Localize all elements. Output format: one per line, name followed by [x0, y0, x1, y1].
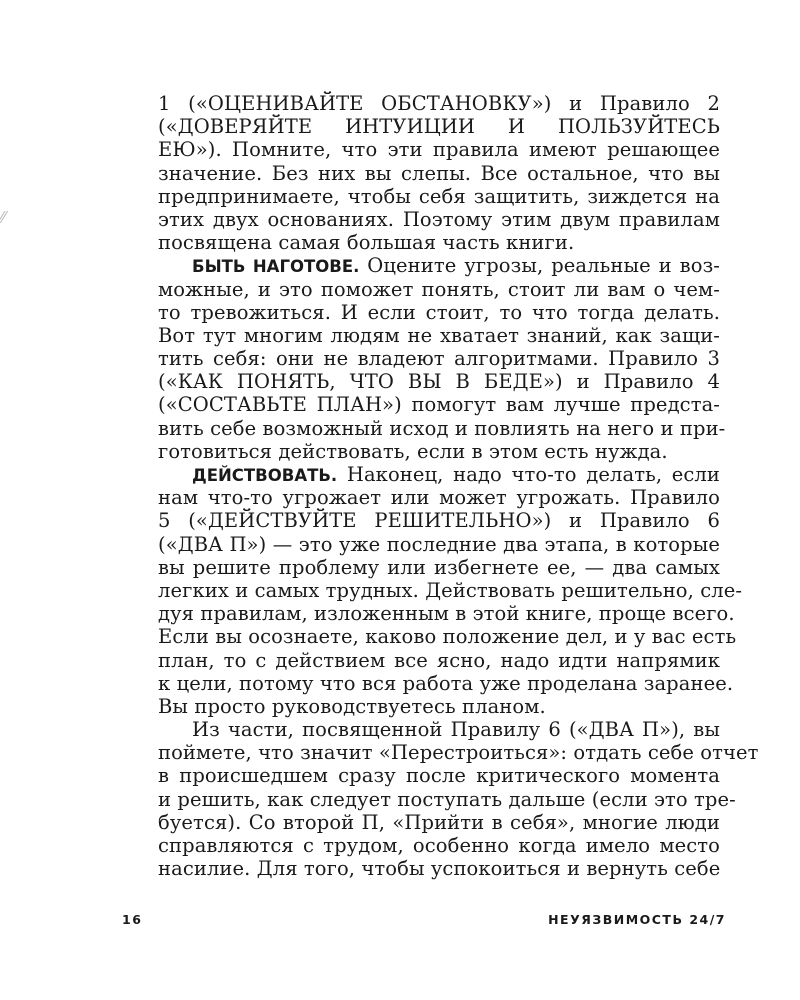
text-line: поймете, что значит «Перестроиться»: отдать себе отчет	[158, 741, 759, 765]
text-line: тить себя: они не владеют алгоритмами. Правило 3	[158, 347, 720, 371]
text-line: легких и самых трудных. Действовать решительно, сле-	[158, 578, 743, 602]
text-line: Из части, посвященной Правилу 6 («ДВА П»), вы	[192, 718, 720, 742]
text-line: насилие. Для того, чтобы успокоиться и вернуть себе	[158, 857, 721, 881]
text-line: («КАК ПОНЯТЬ, ЧТО ВЫ В БЕДЕ») и Правило 4	[158, 370, 720, 394]
text-line: Вот тут многим людям не хватает знаний, как защи-	[158, 323, 720, 347]
text-line: Вы просто руководствуетесь планом.	[158, 694, 546, 718]
paragraph	[158, 92, 720, 254]
page-body	[158, 92, 759, 881]
text-line: план, то с действием все ясно, надо идти напрямик	[158, 648, 720, 672]
text-line: вы решите проблему или избегнете ее, — два самых	[158, 555, 720, 579]
text-line: («ДОВЕРЯЙТЕ ИНТУИЦИИ И ПОЛЬЗУЙТЕСЬ	[158, 115, 720, 139]
text-line: значение. Без них вы слепы. Все остальное, что вы	[158, 161, 720, 185]
text-line: нам что-то угрожает или может угрожать. Правило	[158, 486, 720, 510]
text-line: 5 («ДЕЙСТВУЙТЕ РЕШИТЕЛЬНО») и Правило 6	[158, 509, 720, 533]
text-line: Если вы осознаете, каково положение дел, и у вас есть	[158, 625, 737, 649]
text-line: и решить, как следует поступать дальше (если это тре-	[158, 787, 736, 811]
running-title: НЕУЯЗВИМОСТЬ 24/7	[548, 912, 726, 927]
text-line: («СОСТАВЬТЕ ПЛАН») помогут вам лучше предста-	[158, 393, 720, 417]
paragraph	[158, 463, 743, 718]
page-number: 16	[122, 912, 143, 927]
paragraph	[158, 718, 759, 881]
paragraph-lead: ДЕЙСТВОВАТЬ.	[192, 466, 338, 485]
text-line: ЕЮ»). Помните, что эти правила имеют решающее	[158, 138, 720, 162]
text-line	[158, 463, 720, 486]
text-line: готовиться действовать, если в этом есть нужда.	[158, 439, 668, 463]
text-line: 1 («ОЦЕНИВАЙТЕ ОБСТАНОВКУ») и Правило 2	[158, 92, 720, 115]
text-line: в происшедшем сразу после критического момента	[158, 764, 720, 788]
text-line: можные, и это поможет понять, стоит ли вам о чем-	[158, 277, 720, 301]
text-line: буется). Со второй П, «Прийти в себя», многие люди	[158, 810, 720, 834]
text-line: вить себе возможный исход и повлиять на него и при-	[158, 416, 726, 440]
text-line: к цели, потому что вся работа уже проделана заранее.	[158, 671, 734, 695]
text-run: Наконец, надо что-то делать, если	[337, 463, 720, 486]
paragraph-lead: БЫТЬ НАГОТОВЕ.	[192, 257, 360, 277]
text-line: справляются с трудом, особенно когда имело место	[158, 834, 720, 857]
text-run: Оцените угрозы, реальные и воз-	[359, 254, 720, 278]
text-line: дуя правилам, изложенным в этой книге, проще всего.	[158, 602, 735, 626]
text-line	[158, 254, 720, 277]
text-line: этих двух основаниях. Поэтому этим двум правилам	[158, 207, 720, 231]
margin-mark: ⁄⁄	[0, 208, 6, 227]
text-line: предпринимаете, чтобы себя защитить, зиждется на	[158, 184, 720, 208]
text-line: посвящена самая большая часть книги.	[158, 231, 575, 255]
text-line: («ДВА П») — это уже последние два этапа, в которые	[158, 532, 720, 556]
text-line: то тревожиться. И если стоит, то что тогда делать.	[158, 300, 720, 324]
paragraph	[158, 254, 726, 463]
